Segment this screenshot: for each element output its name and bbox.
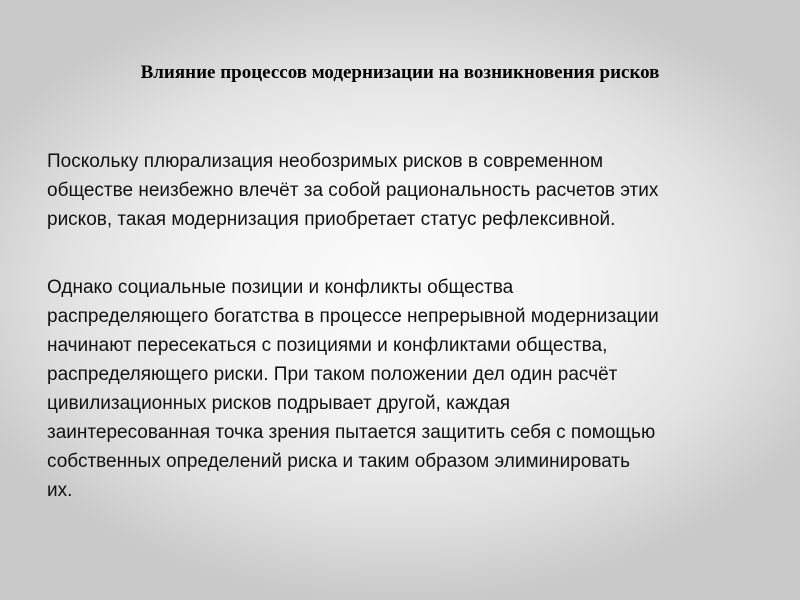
paragraph-line: рисков, такая модернизация приобретает статус рефлексивной. [47,209,616,230]
paragraph-line: Однако социальные позиции и конфликты общества [47,277,514,298]
paragraph-line: распределяющего риски. При таком положении дел один расчёт [47,364,618,385]
paragraph-line: собственных определений риска и таким образом элиминировать [47,451,631,472]
paragraph-line: заинтересованная точка зрения пытается защитить себя с помощью [47,422,656,443]
paragraph-line: их. [47,480,73,501]
paragraph-line: обществе неизбежно влечёт за собой рациональность расчетов этих [47,180,659,201]
paragraph-line: Поскольку плюрализация необозримых рисков в современном [47,151,604,172]
paragraph-line: цивилизационных рисков подрывает другой, каждая [47,393,511,414]
paragraph-line: распределяющего богатства в процессе непрерывной модернизации [47,306,659,327]
slide-title: Влияние процессов модернизации на возникновения рисков [140,62,660,83]
paragraph-line: начинают пересекаться с позициями и конфликтами общества, [47,335,608,356]
paragraph-1 [47,147,767,234]
paragraph-2 [47,273,767,505]
